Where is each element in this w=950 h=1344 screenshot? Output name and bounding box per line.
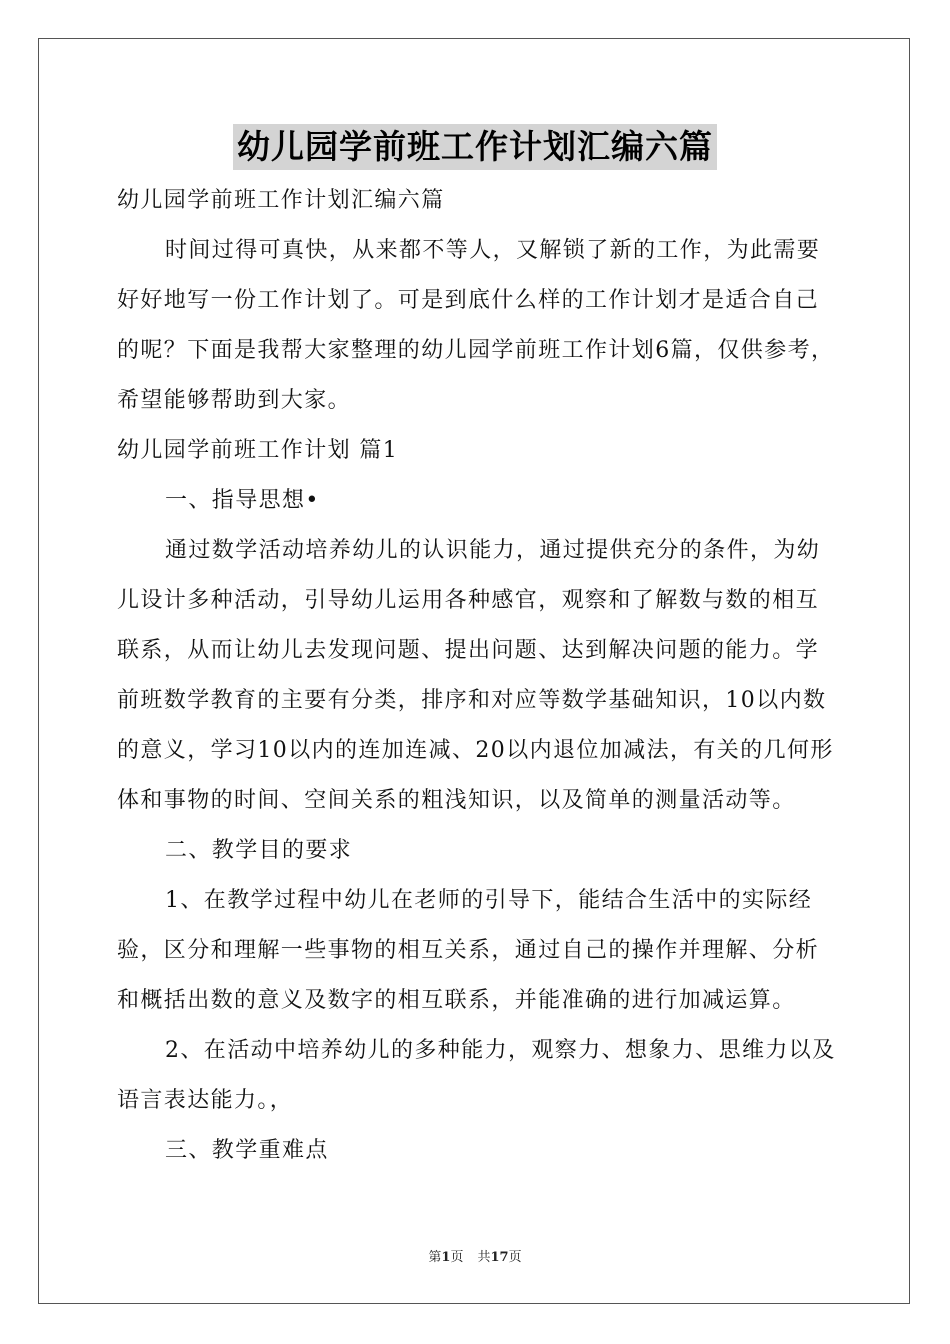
body-paragraph: 2、在活动中培养幼儿的多种能力，观察力、想象力、思维力以及语言表达能力。，	[117, 1038, 836, 1113]
section-heading: 幼儿园学前班工作计划 篇1	[117, 438, 399, 463]
heading-key-difficulties: 三、教学重难点	[165, 1138, 329, 1163]
subtitle-paragraph: 幼儿园学前班工作计划汇编六篇	[117, 188, 445, 213]
heading-guiding-ideology: 一、指导思想•	[165, 488, 320, 513]
intro-paragraph: 时间过得可真快，从来都不等人，又解锁了新的工作，为此需要好好地写一份工作计划了。可是到底什么样的工作计划才是适合自己的呢？下面是我帮大家整理的幼儿园学前班工作计划6篇，仅供参考，希望能够帮助到大家。	[117, 238, 835, 413]
document-body	[117, 176, 842, 1176]
page-number: 1	[441, 1250, 451, 1265]
body-paragraph: 通过数学活动培养幼儿的认识能力，通过提供充分的条件，为幼儿设计多种活动，引导幼儿运用各种感官，观察和了解数与数的相互联系，从而让幼儿去发现问题、提出问题、达到解决问题的能力。学前班数学教育的主要有分类，排序和对应等数学基础知识，10以内数的意义，学习10以内的连加连减、20以内退位加减法，有关的几何形体和事物的时间、空间关系的粗浅知识，以及简单的测量活动等。	[117, 538, 834, 813]
page-prefix: 第	[428, 1250, 442, 1265]
total-pages: 17	[490, 1250, 509, 1265]
total-suffix: 页	[508, 1250, 522, 1265]
total-prefix: 共	[477, 1250, 491, 1265]
document-title: 幼儿园学前班工作计划汇编六篇	[233, 124, 717, 170]
title-area	[0, 124, 950, 170]
page-footer	[0, 1246, 950, 1265]
body-paragraph: 1、在教学过程中幼儿在老师的引导下，能结合生活中的实际经验，区分和理解一些事物的相互关系，通过自己的操作并理解、分析和概括出数的意义及数字的相互联系，并能准确的进行加减运算。	[117, 888, 820, 1013]
page-suffix: 页	[450, 1250, 464, 1265]
heading-teaching-goals: 二、教学目的要求	[165, 838, 353, 863]
